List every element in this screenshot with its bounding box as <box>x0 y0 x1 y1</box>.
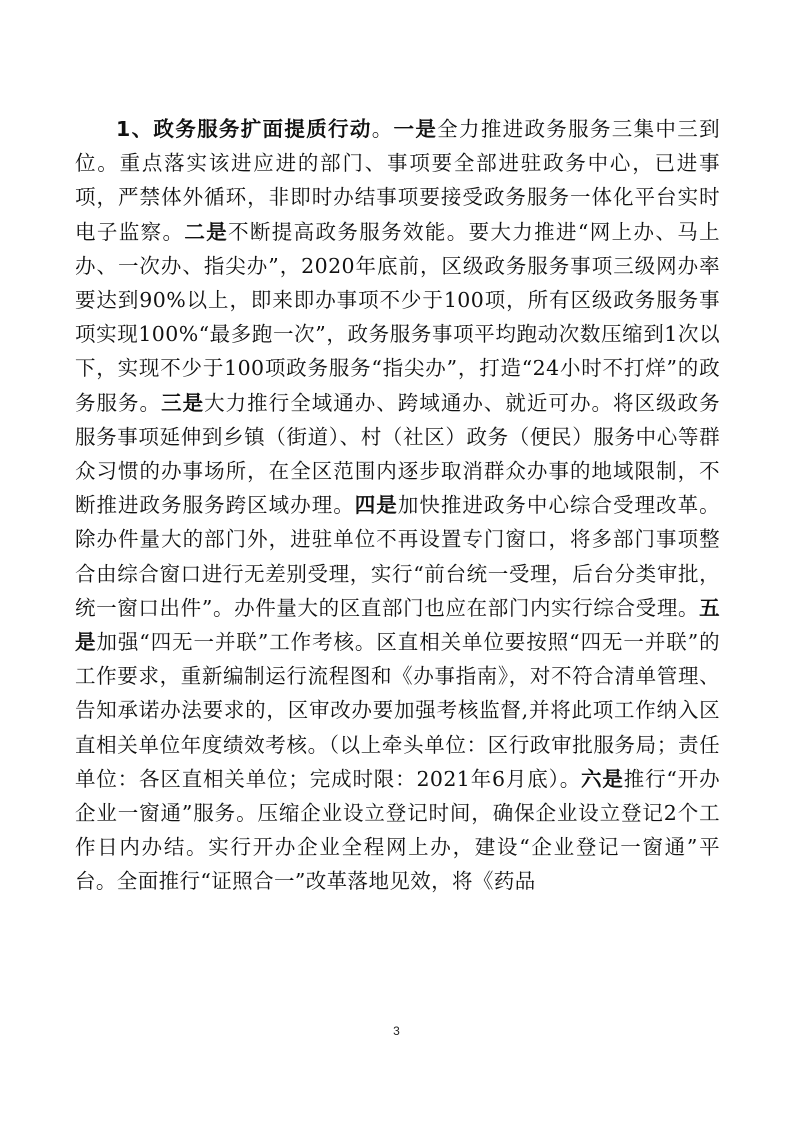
page-number: 3 <box>393 1024 400 1038</box>
item-6-label: 六是 <box>581 766 624 791</box>
item-1-text: 全力推进政务服务三集中三到位。重点落实该进应进的部门、事项要全部进驻政务中心，已进事项，严禁体外循环，非即时办结事项要接受政务服务一体化平台实时电子监察。 <box>75 117 720 244</box>
item-1-label: 一是 <box>393 117 438 141</box>
item-5-label: 五是 <box>75 595 720 655</box>
item-3-text: 大力推行全域通办、跨域通办、就近可办。将区级政务服务事项延伸到乡镇（街道）、村（社区）政务（便民）服务中心等群众习惯的办事场所，在全区范围内逐步取消群众办事的地域限制，不断推进政务服务跨区域办理。 <box>75 390 720 518</box>
section-heading: 1、政务服务扩面提质行动 <box>116 117 372 141</box>
item-2-text: 不断提高政务服务效能。要大力推进“网上办、马上办、一次办、指尖办”，2020年底前，区级政务服务事项三级网办率要达到90%以上，即来即办事项不少于100项，所有区级政务服务事项实现100%“最多跑一次”，政务服务事项平均跑动次数压缩到1次以下，实现不少于100项政务服务“指尖办”，打造“24小时不打烊”的政务服务。 <box>75 219 720 415</box>
item-3-label: 三是 <box>161 390 205 415</box>
heading-punctuation: 。 <box>371 117 394 141</box>
paragraph-main <box>75 112 720 899</box>
item-4-label: 四是 <box>354 493 398 518</box>
item-2-label: 二是 <box>184 219 229 244</box>
item-5-text: 加强“四无一并联”工作考核。区直相关单位要按照“四无一并联”的工作要求，重新编制运行流程图和《办事指南》，对不符合清单管理、告知承诺办法要求的，区审改办要加强考核监督,并将此项工作纳入区直相关单位年度绩效考核。（以上牵头单位：区行政审批服务局；责任单位：各区直相关单位；完成时限：2021年6月底）。 <box>75 630 720 791</box>
body-text <box>75 112 720 899</box>
item-4-text: 加快推进政务中心综合受理改革。除办件量大的部门外，进驻单位不再设置专门窗口，将多部门事项整合由综合窗口进行无差别受理，实行“前台统一受理，后台分类审批，统一窗口出件”。办件量大的区直部门也应在部门内实行综合受理。 <box>75 493 720 620</box>
item-6-text: 推行“开办企业一窗通”服务。压缩企业设立登记时间，确保企业设立登记2个工作日内办结。实行开办企业全程网上办，建设“企业登记一窗通”平台。全面推行“证照合一”改革落地见效，将《药品 <box>75 766 720 894</box>
